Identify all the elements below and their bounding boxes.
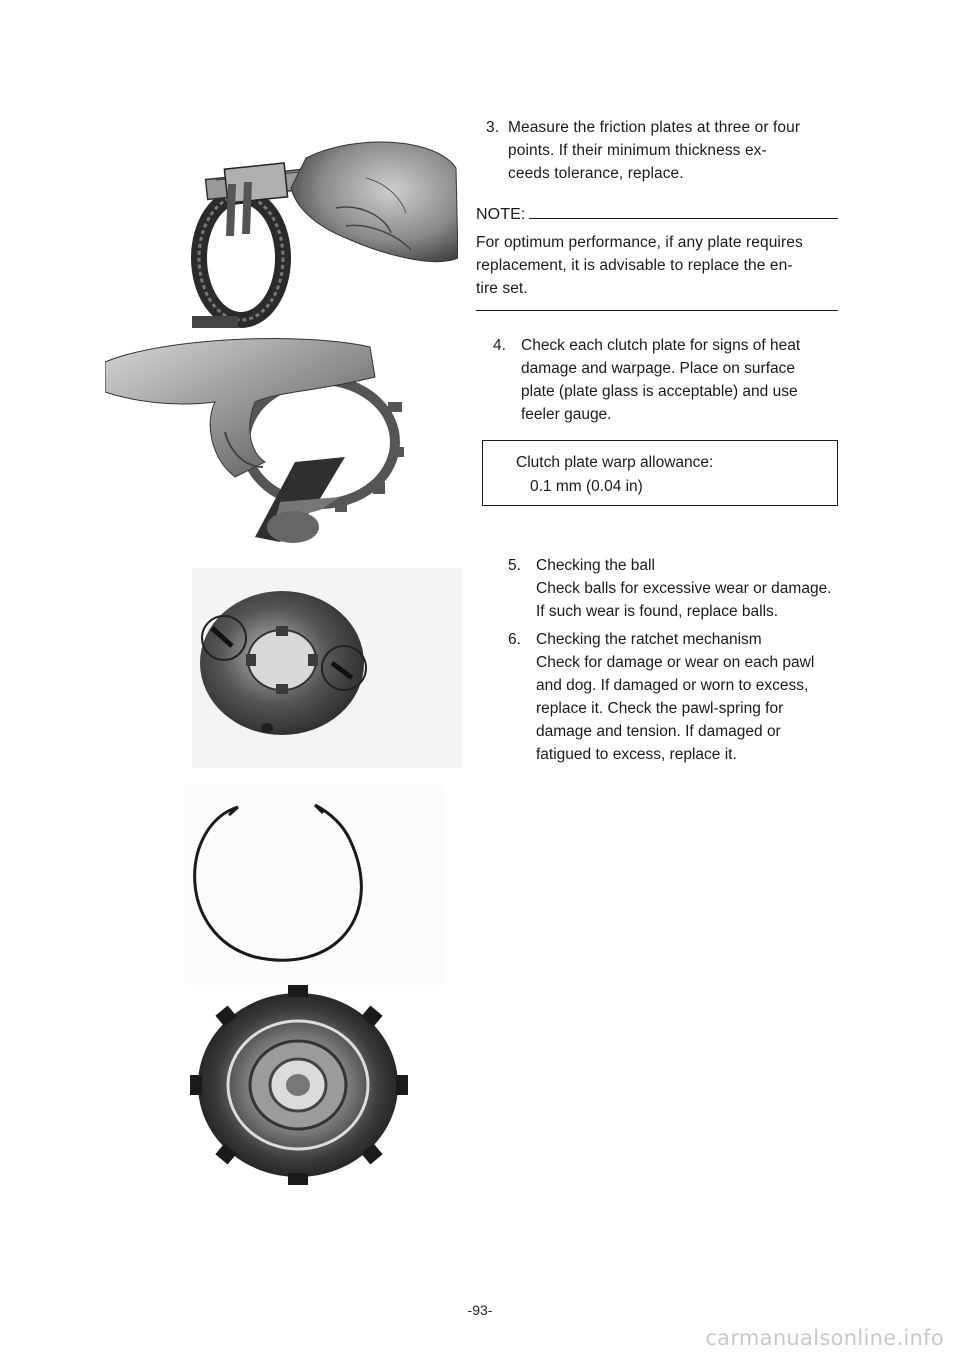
step-6-number: 6.	[508, 631, 521, 648]
step-4-line: damage and warpage. Place on surface	[521, 360, 796, 377]
note-line: For optimum performance, if any plate requires	[476, 234, 803, 251]
spec-value: 0.1 mm (0.04 in)	[530, 478, 643, 495]
note-rule-bottom	[476, 310, 838, 311]
note-heading-row	[476, 203, 838, 226]
step-6-line: Check for damage or wear on each pawl	[536, 654, 815, 671]
step-4-check-clutch-plate	[493, 334, 843, 426]
note-line: tire set.	[476, 280, 528, 297]
step-3-line-2: points. If their minimum thickness ex-	[508, 142, 767, 159]
step-5-line: Check balls for excessive wear or damage.	[536, 580, 832, 597]
step-6-line: replace it. Check the pawl-spring for	[536, 700, 784, 717]
step-5-checking-ball	[508, 554, 843, 623]
caliper-measuring-friction-plate-photo	[186, 138, 458, 328]
step-4-line: plate (plate glass is acceptable) and use	[521, 383, 798, 400]
step-5-content	[536, 554, 843, 623]
step-4-number: 4.	[493, 337, 506, 354]
note-line: replacement, it is advisable to replace the en-	[476, 257, 793, 274]
spec-label: Clutch plate warp allowance:	[516, 454, 714, 471]
ratchet-pawl-assembly-photo	[192, 568, 462, 768]
step-6-content	[536, 628, 843, 766]
note-rule-top	[529, 206, 838, 219]
step-5-title: Checking the ball	[536, 557, 655, 574]
step-4-line: Check each clutch plate for signs of heat	[521, 337, 801, 354]
clutch-hub-assembly-photo	[188, 985, 410, 1185]
note-block	[476, 203, 838, 311]
feeler-gauge-on-clutch-plate-photo	[105, 332, 410, 544]
spec-box-warp-allowance	[482, 440, 838, 506]
step-3-number: 3.	[486, 119, 500, 136]
circlip-photo	[185, 785, 445, 985]
step-6-line: damage and tension. If damaged or	[536, 723, 781, 740]
step-6-title: Checking the ratchet mechanism	[536, 631, 762, 648]
step-3-text-line: Measure the friction plates at three or four	[507, 119, 801, 136]
step-4-content	[521, 334, 843, 426]
step-6-checking-ratchet	[508, 628, 843, 766]
page-number: -93-	[467, 1302, 493, 1318]
step-5-number: 5.	[508, 557, 521, 574]
step-3-measure-friction-plates	[486, 116, 846, 185]
note-body	[476, 231, 838, 300]
note-heading: NOTE:	[476, 206, 526, 223]
step-6-line: fatigued to excess, replace it.	[536, 746, 737, 763]
step-3-line-3: ceeds tolerance, replace.	[508, 165, 684, 182]
step-6-line: and dog. If damaged or worn to excess,	[536, 677, 809, 694]
step-3-line-1	[486, 116, 846, 139]
step-4-line: feeler gauge.	[521, 406, 612, 423]
watermark[interactable]: carmanualsonline.info	[705, 1326, 944, 1350]
step-5-line: If such wear is found, replace balls.	[536, 603, 779, 620]
